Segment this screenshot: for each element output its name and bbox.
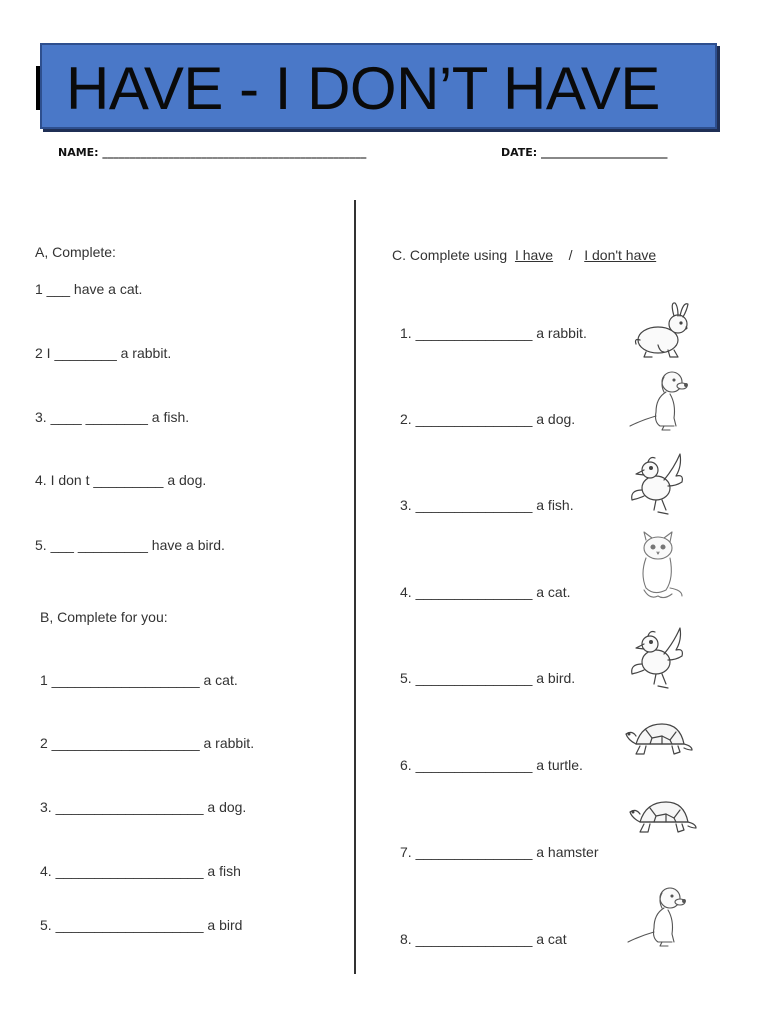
section-c-item-4[interactable]: 4. _______________ a cat. (400, 584, 571, 600)
option-i-dont-have: I don't have (584, 247, 657, 263)
section-b-item-4[interactable]: 4. ___________________ a fish (40, 863, 241, 879)
option-separator: / (568, 247, 573, 263)
bird-icon (628, 450, 686, 518)
section-c-item-7[interactable]: 7. _______________ a hamster (400, 844, 599, 860)
section-a-item-5[interactable]: 5. ___ _________ have a bird. (35, 537, 225, 553)
name-field[interactable]: NAME: ________________________________________________ (58, 146, 367, 159)
turtle-icon (622, 716, 694, 764)
dog-icon (624, 884, 690, 948)
dog-icon (626, 368, 692, 432)
date-field[interactable]: DATE: _______________________ (501, 146, 668, 159)
section-c-item-6[interactable]: 6. _______________ a turtle. (400, 757, 583, 773)
section-a-item-4[interactable]: 4. I don t _________ a dog. (35, 472, 207, 488)
section-c-item-8[interactable]: 8. _______________ a cat (400, 931, 567, 947)
section-a-item-3[interactable]: 3. ____ ________ a fish. (35, 409, 190, 425)
section-b-item-5[interactable]: 5. ___________________ a bird (40, 917, 243, 933)
section-c-item-5[interactable]: 5. _______________ a bird. (400, 670, 576, 686)
section-a-heading: A, Complete: (35, 244, 116, 260)
section-c-item-2[interactable]: 2. _______________ a dog. (400, 411, 576, 427)
page-title: HAVE - I DON’T HAVE (66, 55, 660, 122)
turtle-icon (626, 794, 698, 842)
section-b-item-3[interactable]: 3. ___________________ a dog. (40, 799, 247, 815)
section-c-heading (392, 246, 656, 264)
rabbit-icon (628, 300, 692, 360)
title-banner (40, 43, 717, 129)
cat-icon (630, 530, 690, 604)
column-divider (354, 200, 356, 974)
section-b-heading: B, Complete for you: (40, 609, 168, 625)
section-c-item-3[interactable]: 3. _______________ a fish. (400, 497, 574, 513)
option-i-have: I have (514, 247, 554, 263)
bird-icon (628, 624, 686, 692)
section-b-item-1[interactable]: 1 ___________________ a cat. (40, 672, 238, 688)
section-a-item-2[interactable]: 2 I ________ a rabbit. (35, 345, 172, 361)
section-b-item-2[interactable]: 2 ___________________ a rabbit. (40, 735, 255, 751)
section-c-item-1[interactable]: 1. _______________ a rabbit. (400, 325, 587, 341)
section-a-item-1[interactable]: 1 ___ have a cat. (35, 281, 143, 297)
section-c-heading-text: C. Complete using (392, 247, 508, 263)
